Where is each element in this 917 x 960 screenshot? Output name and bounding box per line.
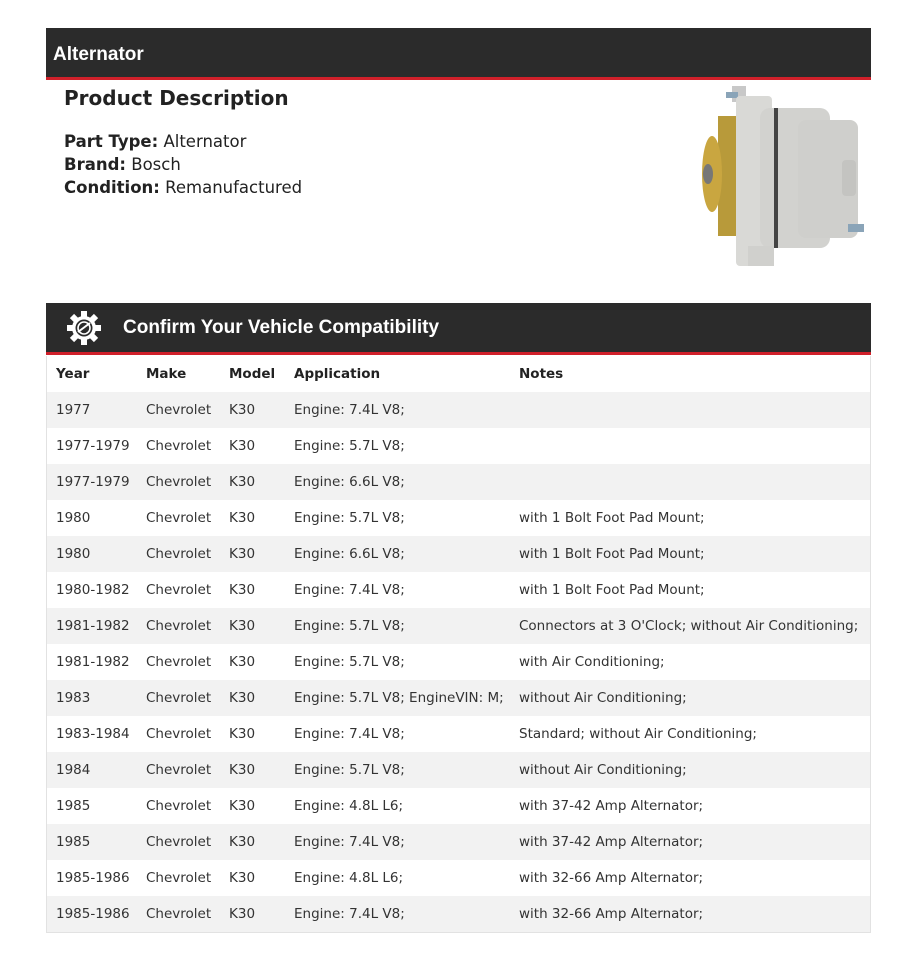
table-row [47, 824, 870, 860]
cell-model: K30 [229, 762, 256, 778]
cell-application: Engine: 7.4L V8; [294, 906, 405, 922]
table-row [47, 896, 870, 932]
table-row [47, 680, 870, 716]
cell-year: 1977-1979 [56, 474, 130, 490]
cell-make: Chevrolet [146, 906, 212, 922]
cell-application: Engine: 6.6L V8; [294, 546, 405, 562]
cell-year: 1983-1984 [56, 726, 130, 742]
cell-model: K30 [229, 582, 256, 598]
cell-model: K30 [229, 402, 256, 418]
cell-application: Engine: 7.4L V8; [294, 834, 405, 850]
field-brand: Brand: Bosch [64, 155, 181, 174]
cell-model: K30 [229, 798, 256, 814]
cell-year: 1984 [56, 762, 91, 778]
cell-application: Engine: 7.4L V8; [294, 402, 405, 418]
cell-year: 1980 [56, 510, 91, 526]
table-row [47, 860, 870, 896]
compatibility-table [46, 356, 871, 933]
table-row [47, 752, 870, 788]
cell-make: Chevrolet [146, 402, 212, 418]
table-row [47, 464, 870, 500]
description-heading: Product Description [64, 86, 289, 110]
field-condition: Condition: Remanufactured [64, 178, 303, 197]
cell-application: Engine: 5.7L V8; [294, 438, 405, 454]
gear-car-icon [66, 310, 102, 346]
header-year: Year [56, 366, 90, 382]
cell-year: 1985 [56, 834, 91, 850]
compatibility-header [46, 303, 871, 355]
table-row [47, 788, 870, 824]
cell-year: 1981-1982 [56, 618, 130, 634]
cell-notes: with Air Conditioning; [519, 654, 665, 670]
cell-model: K30 [229, 834, 256, 850]
table-row [47, 428, 870, 464]
cell-model: K30 [229, 546, 256, 562]
cell-model: K30 [229, 438, 256, 454]
cell-make: Chevrolet [146, 870, 212, 886]
cell-year: 1977-1979 [56, 438, 130, 454]
cell-application: Engine: 6.6L V8; [294, 474, 405, 490]
cell-make: Chevrolet [146, 726, 212, 742]
table-row [47, 608, 870, 644]
table-row [47, 716, 870, 752]
cell-application: Engine: 5.7L V8; [294, 510, 405, 526]
cell-make: Chevrolet [146, 618, 212, 634]
cell-notes: with 1 Bolt Foot Pad Mount; [519, 582, 705, 598]
cell-model: K30 [229, 474, 256, 490]
cell-make: Chevrolet [146, 834, 212, 850]
alternator-product-image [698, 86, 866, 268]
cell-notes: with 1 Bolt Foot Pad Mount; [519, 510, 705, 526]
product-description [64, 86, 302, 199]
cell-year: 1985-1986 [56, 906, 130, 922]
cell-notes: with 37-42 Amp Alternator; [519, 798, 704, 814]
header-model: Model [229, 366, 276, 382]
cell-year: 1985-1986 [56, 870, 130, 886]
cell-model: K30 [229, 690, 256, 706]
alternator-header [46, 28, 871, 80]
cell-make: Chevrolet [146, 510, 212, 526]
cell-make: Chevrolet [146, 654, 212, 670]
table-row [47, 500, 870, 536]
cell-model: K30 [229, 618, 256, 634]
cell-model: K30 [229, 726, 256, 742]
cell-model: K30 [229, 510, 256, 526]
cell-make: Chevrolet [146, 798, 212, 814]
cell-year: 1981-1982 [56, 654, 130, 670]
cell-notes: without Air Conditioning; [519, 690, 687, 706]
cell-make: Chevrolet [146, 438, 212, 454]
cell-notes: without Air Conditioning; [519, 762, 687, 778]
table-row [47, 644, 870, 680]
cell-notes: with 37-42 Amp Alternator; [519, 834, 704, 850]
section-title: Confirm Your Vehicle Compatibility [123, 316, 440, 338]
cell-make: Chevrolet [146, 582, 212, 598]
table-row [47, 572, 870, 608]
cell-notes: with 32-66 Amp Alternator; [519, 870, 704, 886]
cell-application: Engine: 5.7L V8; [294, 762, 405, 778]
cell-year: 1983 [56, 690, 91, 706]
cell-notes: with 1 Bolt Foot Pad Mount; [519, 546, 705, 562]
cell-year: 1980-1982 [56, 582, 130, 598]
cell-year: 1985 [56, 798, 91, 814]
header-notes: Notes [519, 366, 564, 382]
field-part-type: Part Type: Alternator [64, 132, 247, 151]
cell-make: Chevrolet [146, 762, 212, 778]
cell-notes: Standard; without Air Conditioning; [519, 726, 757, 742]
cell-model: K30 [229, 654, 256, 670]
cell-make: Chevrolet [146, 546, 212, 562]
cell-model: K30 [229, 870, 256, 886]
section-title: Alternator [53, 44, 144, 65]
header-make: Make [146, 366, 187, 382]
table-row [47, 392, 870, 428]
header-application: Application [294, 366, 381, 382]
cell-application: Engine: 7.4L V8; [294, 726, 405, 742]
cell-make: Chevrolet [146, 474, 212, 490]
cell-notes: Connectors at 3 O'Clock; without Air Conditioning; [519, 618, 859, 634]
cell-year: 1977 [56, 402, 91, 418]
cell-application: Engine: 7.4L V8; [294, 582, 405, 598]
table-row [47, 536, 870, 572]
table-header-row [47, 356, 870, 392]
cell-application: Engine: 5.7L V8; [294, 654, 405, 670]
cell-application: Engine: 5.7L V8; EngineVIN: M; [294, 690, 504, 706]
cell-application: Engine: 5.7L V8; [294, 618, 405, 634]
cell-application: Engine: 4.8L L6; [294, 870, 404, 886]
cell-make: Chevrolet [146, 690, 212, 706]
cell-notes: with 32-66 Amp Alternator; [519, 906, 704, 922]
cell-year: 1980 [56, 546, 91, 562]
cell-model: K30 [229, 906, 256, 922]
cell-application: Engine: 4.8L L6; [294, 798, 404, 814]
